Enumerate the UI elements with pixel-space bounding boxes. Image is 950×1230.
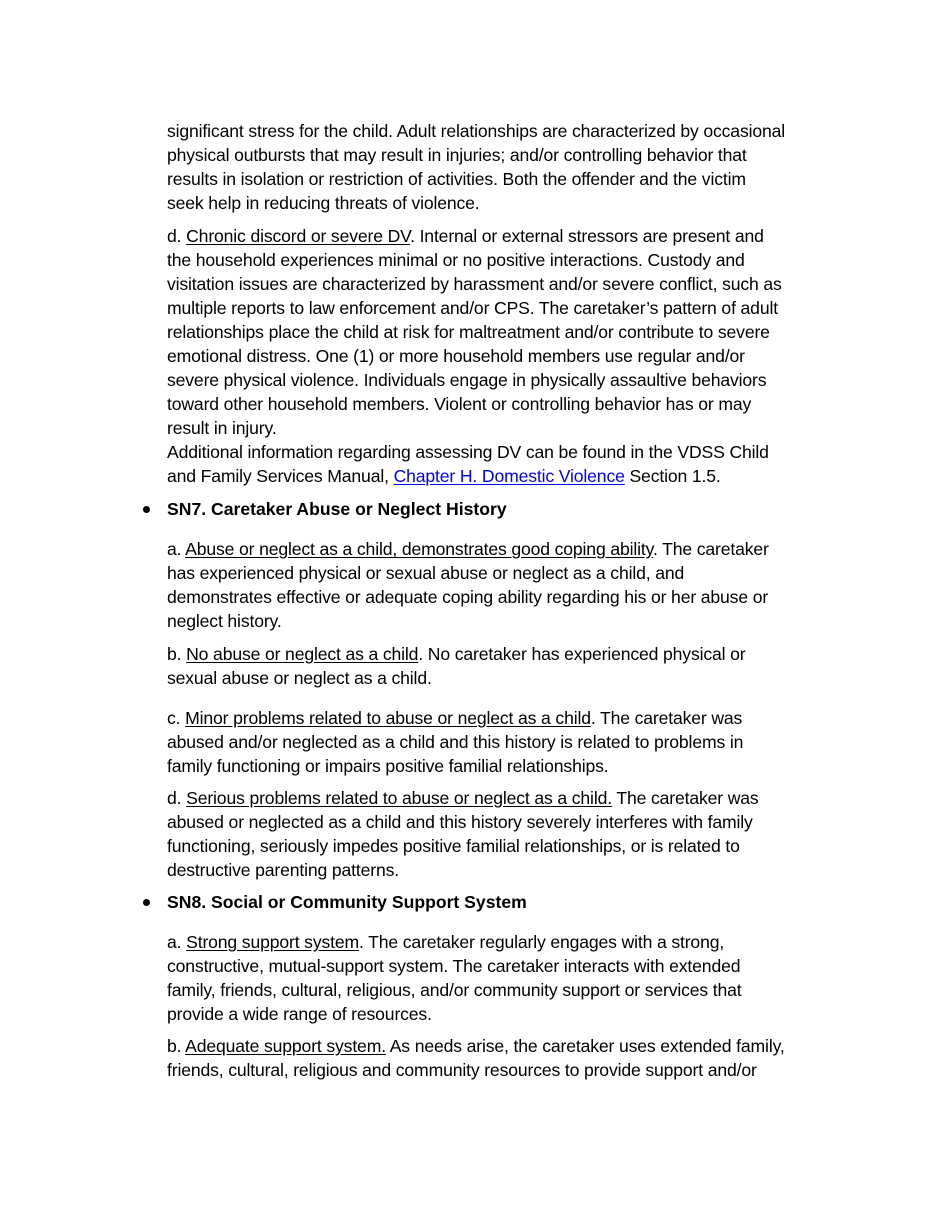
text-segment: physical outbursts that may result in injuries; and/or controlling behavior that [167,145,747,165]
text-segment: neglect history. [167,611,282,631]
text-line [167,368,782,392]
underlined-rating-label: Minor problems related to abuse or neglect as a child [185,708,591,728]
text-segment: has experienced physical or sexual abuse or neglect as a child, and [167,563,685,583]
text-segment: c. [167,708,186,728]
text-segment: results in isolation or restriction of activities. Both the offender and the victim [167,169,746,189]
text-line [167,344,782,368]
text-segment: significant stress for the child. Adult relationships are characterized by occasional [167,121,786,141]
text-line [167,143,785,167]
text-line [167,930,742,954]
text-segment: The caretaker was [611,788,759,808]
text-segment: seek help in reducing threats of violence. [167,193,480,213]
text-line [167,296,782,320]
text-line [167,224,782,248]
text-segment: relationships place the child at risk for maltreatment and/or contribute to severe [167,322,770,342]
paragraph-sn8-a [167,930,742,1026]
text-segment: a. [167,932,187,952]
text-segment: toward other household members. Violent or controlling behavior has or may [167,394,752,414]
text-line [167,642,746,666]
text-line [167,561,769,585]
text-segment: family functioning or impairs positive familial relationships. [167,756,609,776]
bullet-icon [143,506,150,513]
section-heading-sn8 [167,890,527,914]
paragraph-sn7-c [167,706,743,778]
text-segment: and Family Services Manual, [167,466,394,486]
text-line [167,440,769,464]
paragraph-sn7-b [167,642,746,690]
text-segment: b. [167,644,187,664]
text-segment: . The caretaker was [590,708,743,728]
text-line [167,730,743,754]
text-line [167,191,785,215]
paragraph-sn7-a [167,537,769,633]
text-line [167,464,769,488]
paragraph-sn6-c-continued [167,119,785,215]
text-segment: abused and/or neglected as a child and this history is related to problems in [167,732,744,752]
underlined-rating-label: Strong support system [186,932,359,952]
text-segment: d. [167,788,187,808]
sn8-heading-text: SN8. Social or Community Support System [167,892,527,912]
text-segment: sexual abuse or neglect as a child. [167,668,432,688]
text-segment: Section 1.5. [624,466,721,486]
text-line [167,858,759,882]
text-line [167,416,782,440]
underlined-rating-label: Abuse or neglect as a child, demonstrates good coping ability [185,539,653,559]
text-line [167,585,769,609]
text-line [167,978,742,1002]
underlined-rating-label: Serious problems related to abuse or neglect as a child. [186,788,612,808]
text-segment: d. [167,226,187,246]
text-line [167,1002,742,1026]
text-segment: As needs arise, the caretaker uses extended family, [385,1036,785,1056]
text-segment: provide a wide range of resources. [167,1004,432,1024]
text-segment: visitation issues are characterized by harassment and/or severe conflict, such as [167,274,782,294]
text-segment: multiple reports to law enforcement and/or CPS. The caretaker’s pattern of adult [167,298,778,318]
section-heading-sn7 [167,497,507,521]
text-segment: destructive parenting patterns. [167,860,400,880]
text-line [167,537,769,561]
text-segment: b. [167,1036,186,1056]
text-segment: . Internal or external stressors are present and [410,226,764,246]
text-line [167,834,759,858]
paragraph-dv-additional-info [167,440,769,488]
text-segment: the household experiences minimal or no positive interactions. Custody and [167,250,745,270]
text-line [167,810,759,834]
text-line [167,320,782,344]
text-segment: family, friends, cultural, religious, and/or community support or services that [167,980,742,1000]
text-segment: . The caretaker [652,539,769,559]
underlined-rating-label: No abuse or neglect as a child [186,644,419,664]
text-segment: emotional distress. One (1) or more household members use regular and/or [167,346,745,366]
text-line [167,392,782,416]
text-segment: . The caretaker regularly engages with a strong, [359,932,725,952]
text-line [167,1058,785,1082]
text-line [167,167,785,191]
text-line [167,706,743,730]
sn7-heading-text: SN7. Caretaker Abuse or Neglect History [167,499,507,519]
paragraph-sn8-b [167,1034,785,1082]
paragraph-sn7-d [167,786,759,882]
text-segment: a. [167,539,186,559]
text-line [167,754,743,778]
text-line [167,786,759,810]
underlined-rating-label: Chronic discord or severe DV [186,226,411,246]
text-segment: severe physical violence. Individuals engage in physically assaultive behaviors [167,370,767,390]
text-segment: result in injury. [167,418,277,438]
chapter-h-domestic-violence-link[interactable]: Chapter H. Domestic Violence [393,466,625,486]
text-line [167,248,782,272]
paragraph-sn6-d [167,224,782,440]
text-segment: functioning, seriously impedes positive familial relationships, or is related to [167,836,740,856]
text-line [167,272,782,296]
underlined-rating-label: Adequate support system. [185,1036,386,1056]
text-line [167,666,746,690]
text-segment: . No caretaker has experienced physical or [418,644,746,664]
text-segment: abused or neglected as a child and this history severely interferes with family [167,812,753,832]
text-line [167,119,785,143]
text-segment: demonstrates effective or adequate coping ability regarding his or her abuse or [167,587,769,607]
text-segment: constructive, mutual-support system. The caretaker interacts with extended [167,956,741,976]
bullet-icon [143,899,150,906]
text-line [167,1034,785,1058]
text-segment: Additional information regarding assessing DV can be found in the VDSS Child [167,442,769,462]
text-segment: friends, cultural, religious and community resources to provide support and/or [167,1060,757,1080]
text-line [167,609,769,633]
text-line [167,954,742,978]
